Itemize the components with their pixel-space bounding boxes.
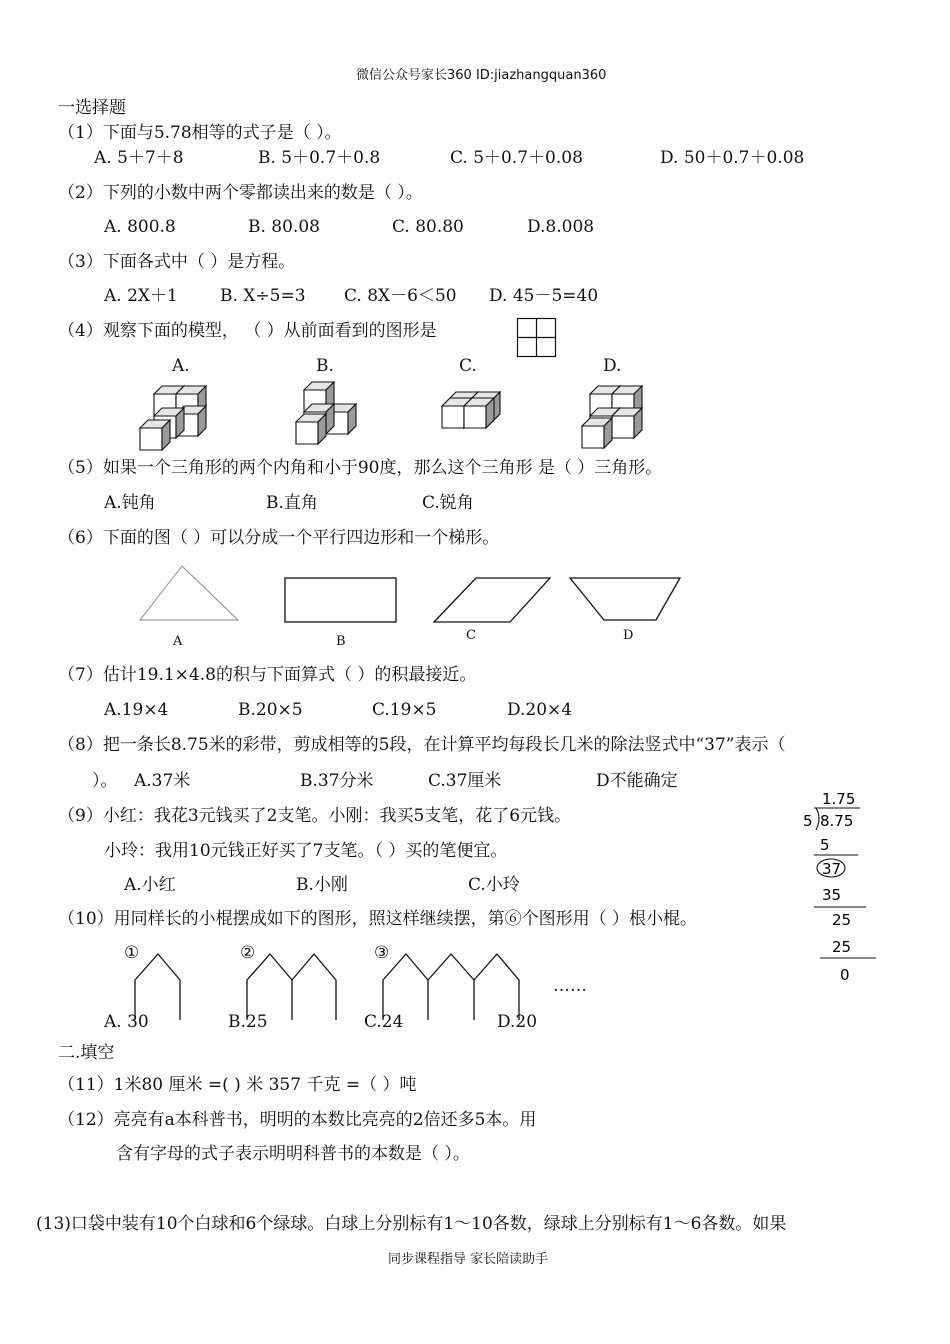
q3-option-d: D. 45－5=40 xyxy=(489,286,599,306)
q6-label-a: A xyxy=(173,634,183,649)
q5-option-c: C.锐角 xyxy=(422,493,474,513)
house-figure-1 xyxy=(135,954,180,1020)
q10-option-c: C.24 xyxy=(364,1012,404,1032)
question-5: （5）如果一个三角形的两个内角和小于90度，那么这个三角形 是（ ）三角形。 xyxy=(58,458,663,478)
question-4: （4）观察下面的模型， （ ）从前面看到的图形是 xyxy=(58,321,437,341)
q2-option-b: B. 80.08 xyxy=(248,217,320,237)
q5-option-a: A.钝角 xyxy=(104,493,156,513)
q3-option-a: A. 2X＋1 xyxy=(104,286,178,306)
q8-option-a: A.37米 xyxy=(134,771,191,791)
q10-option-b: B.25 xyxy=(228,1012,268,1032)
q1-option-d: D. 50＋0.7＋0.08 xyxy=(660,148,805,168)
q6-label-d: D xyxy=(623,628,634,643)
question-10: （10）用同样长的小棍摆成如下的图形，照这样继续摆，第⑥个图形用（ ）根小棍。 xyxy=(58,909,698,929)
q6-label-c: C xyxy=(466,628,476,643)
q9-option-b: B.小刚 xyxy=(296,875,348,895)
question-11: （11）1米80 厘米 =( ) 米 357 千克 =（ ）吨 xyxy=(58,1075,417,1095)
q1-option-a: A. 5＋7＋8 xyxy=(94,148,184,168)
q3-option-b: B. X÷5=3 xyxy=(220,286,306,306)
q10-option-d: D.20 xyxy=(497,1012,538,1032)
q10-option-a: A. 30 xyxy=(104,1012,149,1032)
q1-option-b: B. 5＋0.7＋0.8 xyxy=(258,148,381,168)
house-figure-3 xyxy=(383,954,519,1020)
question-9-line-2: 小玲：我用10元钱正好买了7支笔。（ ）买的笔便宜。 xyxy=(104,841,508,861)
question-12-line-2: 含有字母的式子表示明明科普书的本数是（ ）。 xyxy=(116,1144,470,1164)
q8-option-d: D不能确定 xyxy=(596,771,678,791)
q1-option-c: C. 5＋0.7＋0.08 xyxy=(450,148,583,168)
division-row-5: 25 xyxy=(832,938,852,956)
q7-option-b: B.20×5 xyxy=(238,700,303,720)
q3-option-c: C. 8X－6＜50 xyxy=(344,286,457,306)
question-12-line-1: （12）亮亮有a本科普书，明明的本数比亮亮的2倍还多5本。用 xyxy=(58,1110,537,1130)
question-1: （1）下面与5.78相等的式子是（ ）。 xyxy=(58,123,342,143)
q4-label-c: C. xyxy=(459,356,477,376)
q5-option-b: B.直角 xyxy=(266,493,318,513)
q7-option-a: A.19×4 xyxy=(104,700,169,720)
q6-label-b: B xyxy=(336,634,346,649)
q10-figure-label-3: ③ xyxy=(374,943,390,963)
division-row-37: 37 xyxy=(822,860,842,878)
question-13: (13)口袋中装有10个白球和6个绿球。白球上分别标有1～10各数，绿球上分别标有1～6各数。如果 xyxy=(36,1214,787,1234)
q4-label-b: B. xyxy=(316,356,334,376)
q8-option-c: C.37厘米 xyxy=(428,771,502,791)
question-2: （2）下列的小数中两个零都读出来的数是（ ）。 xyxy=(58,183,423,203)
division-dividend: 8.75 xyxy=(820,812,854,830)
section-title-fill: 二.填空 xyxy=(58,1043,115,1063)
division-row-3: 35 xyxy=(822,886,842,904)
q4-label-d: D. xyxy=(603,356,622,376)
division-remainder: 0 xyxy=(840,966,850,984)
q8-option-b: B.37分米 xyxy=(300,771,374,791)
section-title-choice: 一选择题 xyxy=(58,98,126,118)
division-quotient: 1.75 xyxy=(822,790,856,808)
q7-option-c: C.19×5 xyxy=(372,700,437,720)
division-divisor: 5 xyxy=(803,812,813,830)
q2-option-d: D.8.008 xyxy=(527,217,595,237)
division-row-4: 25 xyxy=(832,911,852,929)
q9-option-a: A.小红 xyxy=(124,875,176,895)
question-7: （7）估计19.1×4.8的积与下面算式（ ）的积最接近。 xyxy=(58,665,477,685)
q7-option-d: D.20×4 xyxy=(507,700,573,720)
question-9-line-1: （9）小红：我花3元钱买了2支笔。小刚：我买5支笔，花了6元钱。 xyxy=(58,806,572,826)
q4-label-a: A. xyxy=(172,356,190,376)
division-row-1: 5 xyxy=(820,836,830,854)
q10-figure-label-1: ① xyxy=(124,943,140,963)
q2-option-c: C. 80.80 xyxy=(392,217,464,237)
question-6: （6）下面的图（ ）可以分成一个平行四边形和一个梯形。 xyxy=(58,528,500,548)
q9-option-c: C.小玲 xyxy=(468,875,520,895)
q2-option-a: A. 800.8 xyxy=(104,217,176,237)
question-8: （8）把一条长8.75米的彩带，剪成相等的5段，在计算平均每段长几米的除法竖式中“37”表示（ xyxy=(58,735,786,755)
q8-continuation: ）。 xyxy=(92,771,118,791)
q10-figure-label-2: ② xyxy=(240,943,256,963)
question-3: （3）下面各式中（ ）是方程。 xyxy=(58,252,296,272)
q10-ellipsis: …… xyxy=(553,976,587,996)
page-footer: 同步课程指导 家长陪读助手 xyxy=(388,1252,549,1267)
page-header: 微信公众号家长360 ID:jiazhangquan360 xyxy=(356,68,607,83)
